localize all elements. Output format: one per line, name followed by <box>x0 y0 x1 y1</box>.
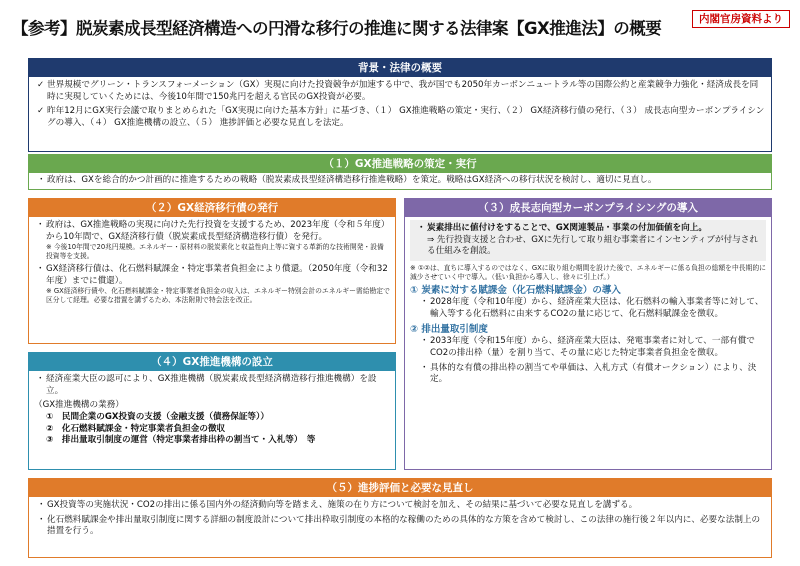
section-5 <box>28 478 772 558</box>
section-3-heading: （３）成長志向型カーボンプライシングの導入 <box>405 199 771 217</box>
section-4 <box>28 352 396 470</box>
background-section <box>28 58 772 152</box>
section-3-para-5: ・ 具体的な有償の排出枠の割当てや単価は、入札方式（有償オークション）により、決定。 <box>418 363 766 386</box>
background-heading: 背景・法律の概要 <box>29 59 771 77</box>
section-5-heading: （５）進捗評価と必要な見直し <box>29 479 771 497</box>
section-4-work-1: ① 民間企業のGX投資の支援（金融支援（債務保証等）） <box>46 411 269 422</box>
section-2-note-2: ※ GX経済移行債や、化石燃料賦課金・特定事業者負担金の収入は、エネルギー特別会計のエネルギー需給勘定で区分して経理。必要な措置を講ずるため、本法附則で特会法を改正。 <box>46 287 390 305</box>
section-2-para-2: ・ GX経済移行債は、化石燃料賦課金・特定事業者負担金により償還。（2050年度（令和32年度）までに償還）。 <box>34 264 390 287</box>
section-1-para: ・ 政府は、GXを総合的かつ計画的に推進するための戦略（脱炭素成長型経済構造移行推進戦略）を策定。戦略はGX経済への移行状況を検討し、適切に見直し。 <box>35 175 765 187</box>
section-3-para-2: ⇒ 先行投資支援と合わせ、GXに先行して取り組む事業者にインセンティブが付与される仕組みを創設。 <box>427 234 758 257</box>
section-1 <box>28 154 772 190</box>
section-3-para-3: ・ 2028年度（令和10年度）から、経済産業大臣は、化石燃料の輸入事業者等に対して、輸入等する化石燃料に由来するCO2の量に応じて、化石燃料賦課金を徴収。 <box>418 297 766 320</box>
source-tag: 内閣官房資料より <box>692 10 790 28</box>
section-2-heading: （２）GX経済移行債の発行 <box>29 199 395 217</box>
background-para-1: ✓ 世界規模でグリーン・トランスフォーメーション（GX）実現に向けた投資競争が加速する中で、我が国でも2050年カーボンニュートラル等の国際公約と産業競争力強化・経済成長を同時に実現していくためには、今後10年間で150兆円を超える官民のGX投資が必要。 <box>35 80 765 103</box>
section-4-lead: （GX推進機構の業務） <box>34 400 124 411</box>
section-2 <box>28 198 396 344</box>
section-4-heading: （４）GX推進機構の設立 <box>29 353 395 371</box>
section-4-para-1: ・ 経済産業大臣の認可により、GX推進機構（脱炭素成長型経済構造移行推進機構）を設立。 <box>34 374 390 397</box>
section-3-subtitle-1: ① 炭素に対する賦課金（化石燃料賦課金）の導入 <box>410 284 621 296</box>
section-3-para-1: ・ 炭素排出に値付けをすることで、GX関連製品・事業の付加価値を向上。 <box>415 223 761 235</box>
section-3-note: ※ ①②は、直ちに導入するのではなく、GXに取り組む期間を設けた後で、エネルギーに係る負担の総額を中長期的に減少させていく中で導入。（低い負担から導入し、徐々に引上げ。） <box>410 263 766 281</box>
section-2-note-1: ※ 今後10年間で20兆円規模。エネルギー・原材料の脱炭素化と収益性向上等に資する革新的な技術開発・設備投資等を支援。 <box>46 243 384 261</box>
section-3-para-4: ・ 2033年度（令和15年度）から、経済産業大臣は、発電事業者に対して、一部有償でCO2の排出枠（量）を割り当て、その量に応じた特定事業者負担金を徴収。 <box>418 336 766 359</box>
section-3-summary-box <box>410 220 766 261</box>
page-title: 【参考】脱炭素成長型経済構造への円滑な移行の推進に関する法律案【GX推進法】の概要 <box>12 19 662 38</box>
background-para-2: ✓ 昨年12月にGX実行会議で取りまとめられた「GX実現に向けた基本方針」に基づき、（１） GX推進戦略の策定・実行、（２） GX経済移行債の発行、（３） 成長志向型カーボンプライシングの導入、（４） GX推進機構の設立、（５） 進捗評価と必要な見直しを法定。 <box>35 106 765 129</box>
section-3-subtitle-2: ② 排出量取引制度 <box>410 323 488 335</box>
section-3 <box>404 198 772 470</box>
section-1-heading: （１）GX推進戦略の策定・実行 <box>29 155 771 173</box>
section-4-work-2: ② 化石燃料賦課金・特定事業者負担金の徴収 <box>46 423 226 434</box>
section-5-para-2: ・ 化石燃料賦課金や排出量取引制度に関する詳細の制度設計について排出枠取引制度の本格的な稼働のための具体的な方策を含めて検討し、この法律の施行後２年以内に、必要な法制上の措置を行う。 <box>35 515 765 538</box>
section-2-para-1: ・ 政府は、GX推進戦略の実現に向けた先行投資を支援するため、2023年度（令和５年度）から10年間で、GX経済移行債（脱炭素成長型経済構造移行債）を発行。 <box>34 220 390 243</box>
section-4-work-3: ③ 排出量取引制度の運営（特定事業者排出枠の割当て・入札等） 等 <box>46 435 316 446</box>
section-5-para-1: ・ GX投資等の実施状況・CO2の排出に係る国内外の経済動向等を踏まえ、施策の在り方について検討を加え、その結果に基づいて必要な見直しを講ずる。 <box>35 500 765 512</box>
